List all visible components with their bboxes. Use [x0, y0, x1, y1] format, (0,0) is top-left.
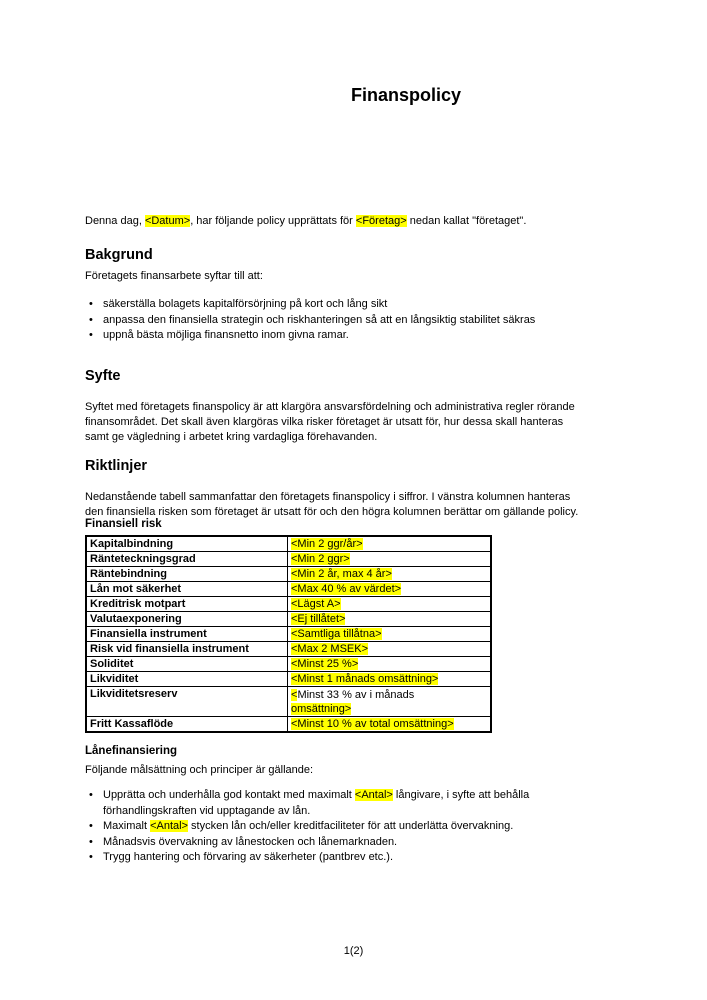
policy-cell [288, 657, 492, 672]
policy-value: <Max 40 % av värdet> [291, 583, 402, 595]
bakgrund-lead: Företagets finansarbete syftar till att: [85, 270, 263, 282]
list-item: • anpassa den finansiella strategin och riskhanteringen så att en långsiktig stabilitet säkras [85, 313, 640, 329]
table-row [86, 612, 491, 627]
policy-cell [288, 642, 492, 657]
risk-cell: Kreditrisk motpart [86, 597, 288, 612]
policy-cell [288, 612, 492, 627]
policy-cell [288, 582, 492, 597]
policy-cell [288, 672, 492, 687]
bakgrund-bullet-list [85, 297, 640, 344]
section-heading-riktlinjer: Riktlinjer [85, 458, 148, 474]
risk-cell: Fritt Kassaflöde [86, 717, 288, 733]
bullet-text: långivare, i syfte att behålla [392, 789, 530, 801]
policy-value: <Samtliga tillåtna> [291, 628, 382, 640]
foretag-placeholder: <Företag> [355, 215, 407, 227]
page-number: 1(2) [343, 945, 364, 957]
table-label-finansiell-risk: Finansiell risk [85, 518, 162, 530]
policy-value: <Min 2 ggr/år> [291, 538, 363, 550]
policy-cell [288, 597, 492, 612]
policy-value: <Lägst A> [291, 598, 341, 610]
bullet-text: stycken lån och/eller kreditfaciliteter för att underlätta övervakning. [187, 820, 514, 832]
policy-cell [288, 552, 492, 567]
table-row [86, 657, 491, 672]
paragraph-line: Nedanstående tabell sammanfattar den företagets finanspolicy i siffror. I vänstra kolumnen hanteras [85, 491, 571, 503]
risk-cell: Räntebindning [86, 567, 288, 582]
policy-cell [288, 567, 492, 582]
paragraph-line: Syftet med företagets finanspolicy är att klargöra ansvarsfördelning och administrativa regler rörande [85, 401, 575, 413]
risk-cell: Risk vid finansiella instrument [86, 642, 288, 657]
lanefinansiering-lead: Följande målsättning och principer är gällande: [85, 764, 314, 776]
list-item [85, 788, 630, 819]
list-item [85, 819, 630, 835]
intro-text: Denna dag, [85, 215, 145, 227]
financial-risk-table [85, 535, 492, 733]
risk-cell: Soliditet [86, 657, 288, 672]
risk-cell: Likviditetsreserv [86, 687, 288, 717]
policy-value: <Minst 25 %> [291, 658, 359, 670]
table-row [86, 687, 491, 717]
table-row [86, 672, 491, 687]
risk-cell: Finansiella instrument [86, 627, 288, 642]
policy-value: <Min 2 ggr> [291, 553, 350, 565]
policy-cell [288, 627, 492, 642]
section-heading-lanefinansiering: Lånefinansiering [85, 745, 178, 757]
list-item: • uppnå bästa möjliga finansnetto inom givna ramar. [85, 328, 640, 344]
table-row [86, 642, 491, 657]
bullet-text: förhandlingskraften vid upptagande av lån. [103, 804, 311, 817]
policy-value: <Minst 1 månads omsättning> [291, 673, 439, 685]
policy-value: <Max 2 MSEK> [291, 643, 369, 655]
riktlinjer-paragraph [85, 490, 665, 520]
policy-value: <Min 2 år, max 4 år> [291, 568, 392, 580]
antal-placeholder: <Antal> [354, 789, 393, 801]
intro-text: , har följande policy upprättats för [190, 215, 356, 227]
antal-placeholder: <Antal> [150, 820, 188, 832]
policy-cell [288, 687, 492, 717]
table-row [86, 552, 491, 567]
paragraph-line: den finansiella risken som företaget är utsatt för och den högra kolumnen berättar om gällande policy. [85, 506, 579, 518]
paragraph-line: samt ge vägledning i arbetet kring vardagliga förehavanden. [85, 431, 378, 443]
datum-placeholder: <Datum> [144, 215, 191, 227]
section-heading-syfte: Syfte [85, 368, 121, 384]
policy-cell [288, 717, 492, 733]
policy-value: < [291, 688, 298, 701]
policy-value: <Ej tillåtet> [291, 613, 346, 625]
policy-value: omsättning> [291, 702, 352, 715]
paragraph-line: finansområdet. Det skall även klargöras vilka risker företaget är utsatt för, hur dessa skall hanteras [85, 416, 564, 428]
table-row [86, 597, 491, 612]
bullet-text: Maximalt [103, 820, 151, 832]
policy-value: <Minst 10 % av total omsättning> [291, 718, 454, 730]
lanefinansiering-bullet-list [85, 788, 630, 866]
intro-paragraph [85, 214, 665, 229]
policy-value: Minst 33 % av i månads [297, 688, 415, 701]
intro-text: nedan kallat "företaget". [406, 215, 527, 227]
syfte-paragraph [85, 400, 665, 445]
page-title: Finanspolicy [350, 85, 462, 105]
risk-cell: Valutaexponering [86, 612, 288, 627]
risk-cell: Lån mot säkerhet [86, 582, 288, 597]
table-row [86, 582, 491, 597]
risk-cell: Ränteteckningsgrad [86, 552, 288, 567]
section-heading-bakgrund: Bakgrund [85, 247, 153, 263]
table-row [86, 717, 491, 733]
list-item: • Månadsvis övervakning av lånestocken och lånemarknaden. [85, 835, 630, 851]
table-row [86, 536, 491, 552]
list-item: • säkerställa bolagets kapitalförsörjning på kort och lång sikt [85, 297, 640, 313]
bullet-text: Upprätta och underhålla god kontakt med maximalt [103, 789, 355, 801]
table-row [86, 567, 491, 582]
risk-cell: Kapitalbindning [86, 536, 288, 552]
risk-cell: Likviditet [86, 672, 288, 687]
list-item: • Trygg hantering och förvaring av säkerheter (pantbrev etc.). [85, 850, 630, 866]
table-row [86, 627, 491, 642]
policy-cell [288, 536, 492, 552]
